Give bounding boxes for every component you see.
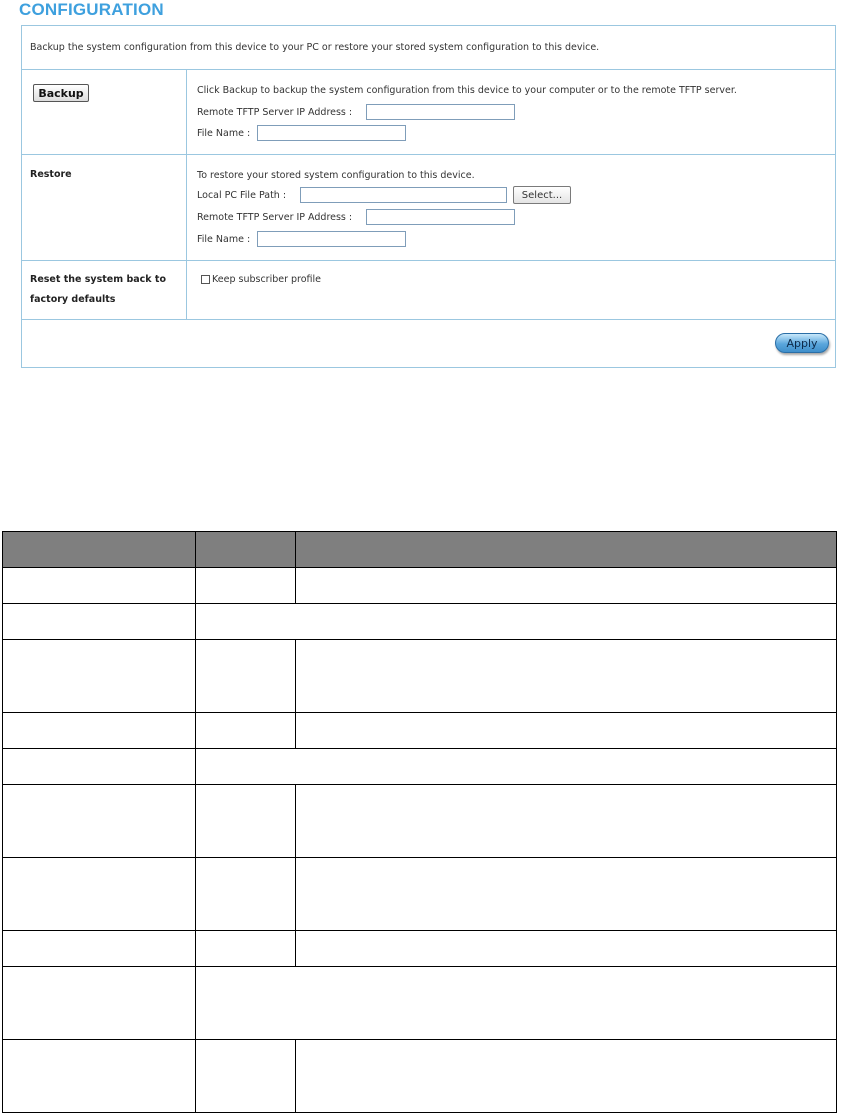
restore-file-name-label: File Name : [197,234,251,245]
select-file-button[interactable]: Select... [513,186,571,204]
keep-subscriber-profile-label: Keep subscriber profile [212,274,322,285]
table-cell [296,858,837,931]
table-row [3,967,837,1040]
backup-description: Click Backup to backup the system configuration from this device to your computer or to the remote TFTP server. [197,85,737,96]
table-row [3,785,837,858]
table-row [3,858,837,931]
row-divider [22,154,835,155]
table-cell [196,568,296,604]
reset-label-line1: Reset the system back to [30,274,166,285]
table-cell [296,1040,837,1113]
reset-label-line2: factory defaults [30,294,116,305]
restore-description: To restore your stored system configuration to this device. [197,170,475,181]
page-title: CONFIGURATION [19,0,164,19]
table-cell [296,931,837,967]
table-cell [196,1040,296,1113]
table-cell [3,858,196,931]
restore-local-path-label: Local PC File Path : [197,190,287,201]
table-cell [296,713,837,749]
table-row [3,604,837,640]
restore-tftp-ip-input[interactable] [366,209,515,225]
row-divider [22,260,835,261]
table-cell [3,749,196,785]
table-row [3,1040,837,1113]
table-cell [296,568,837,604]
table-cell [3,713,196,749]
table-cell [3,785,196,858]
row-divider [22,319,835,320]
column-divider [186,69,187,319]
table-header-cell [296,532,837,568]
table-cell [3,931,196,967]
intro-text: Backup the system configuration from this device to your PC or restore your stored system configuration to this device. [30,42,600,53]
table-row [3,749,837,785]
table-cell [196,967,837,1040]
restore-label: Restore [30,169,72,180]
table-cell [196,785,296,858]
table-row [3,931,837,967]
table-cell [296,640,837,713]
keep-subscriber-profile-checkbox[interactable] [201,275,210,284]
table-cell [196,931,296,967]
description-table [2,531,837,1113]
table-header-cell [196,532,296,568]
table-row [3,568,837,604]
table-body [3,568,837,1113]
backup-file-name-input[interactable] [257,125,406,141]
table-cell [196,858,296,931]
table-cell [296,785,837,858]
table-cell [3,640,196,713]
table-row [3,640,837,713]
table-cell [3,568,196,604]
table-cell [196,640,296,713]
table-row [3,713,837,749]
backup-button[interactable]: Backup [33,84,89,102]
table-cell [196,713,296,749]
backup-tftp-ip-input[interactable] [366,104,515,120]
table-cell [3,967,196,1040]
table-cell [196,604,837,640]
table-header-row [3,532,837,568]
apply-button[interactable]: Apply [775,333,829,353]
table-cell [3,604,196,640]
restore-file-name-input[interactable] [257,231,406,247]
table-cell [3,1040,196,1113]
restore-local-path-input[interactable] [300,187,507,203]
table-header-cell [3,532,196,568]
configuration-panel [21,25,836,368]
backup-tftp-label: Remote TFTP Server IP Address : [197,107,353,118]
table-cell [196,749,837,785]
row-divider [22,69,835,70]
restore-tftp-label: Remote TFTP Server IP Address : [197,212,353,223]
backup-file-name-label: File Name : [197,128,251,139]
